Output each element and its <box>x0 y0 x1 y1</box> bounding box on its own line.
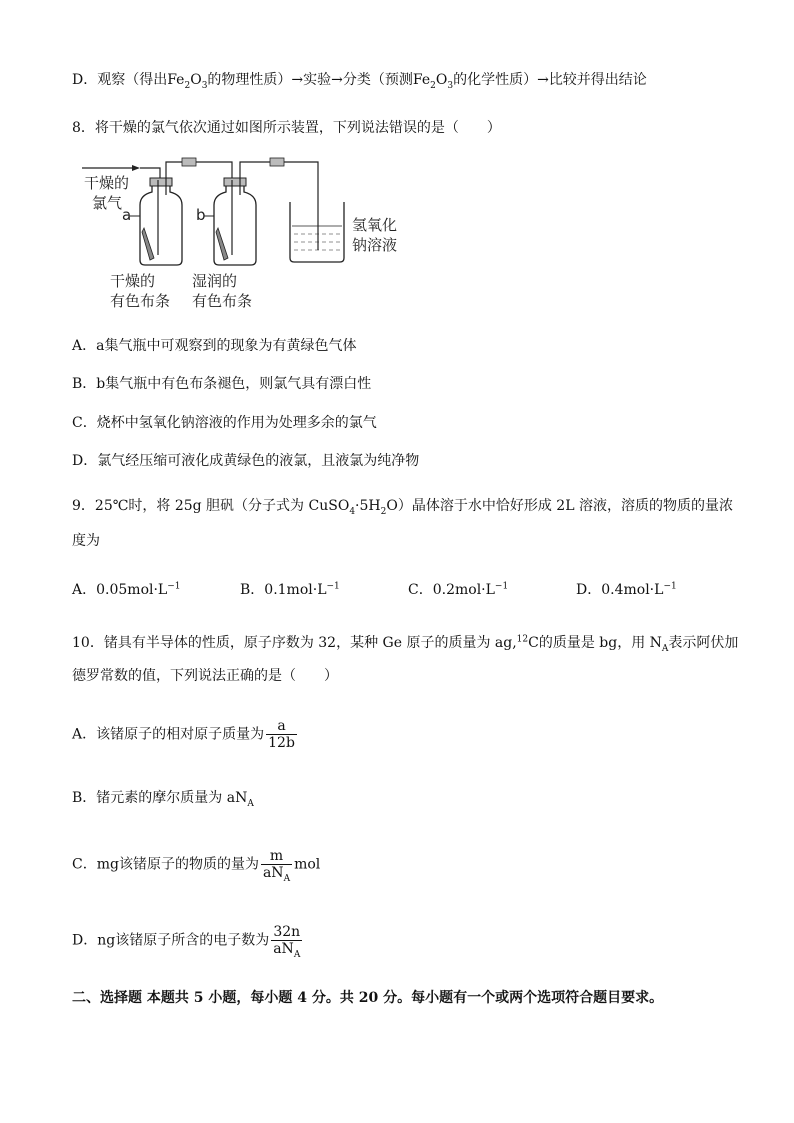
connector-1 <box>182 158 196 166</box>
fraction-32n-over-aNA: $\frac{32n}{aN_A}$ <box>273 924 301 960</box>
q7-option-d: D．观察（得出$Fe_2O_3$的物理性质）→实验→分类（预测$Fe_2O_3$的化学性质）→比较并得出结论 <box>72 72 647 91</box>
wet-cloth-strip <box>216 228 228 260</box>
label-dry-cloth-2: 有色布条 <box>110 292 171 310</box>
bottle-b <box>214 185 256 265</box>
q10-stem-line2: 德罗常数的值，下列说法正确的是（ ） <box>72 668 338 684</box>
label-a: a <box>122 206 132 224</box>
q10-option-a: A．该锗原子的相对原子质量为 $\frac{a}{12b}$ <box>72 718 295 751</box>
connector-2 <box>270 158 284 166</box>
q9-stem-line2: 度为 <box>72 533 100 549</box>
q10-option-b: B．锗元素的摩尔质量为 $aN_A$ <box>72 790 254 809</box>
q8-option-c: C．烧杯中氢氧化钠溶液的作用为处理多余的氯气 <box>72 415 377 431</box>
label-wet-cloth-2: 有色布条 <box>192 292 253 310</box>
q8-option-b: B．b集气瓶中有色布条褪色，则氯气具有漂白性 <box>72 376 372 392</box>
label-b: b <box>196 206 206 224</box>
dry-cloth-strip <box>142 228 154 260</box>
label-dry-gas-1: 干燥的 <box>84 174 130 192</box>
apparatus-diagram <box>72 150 432 315</box>
q10-stem-line1: 10．锗具有半导体的性质，原子序数为 32，某种 Ge 原子的质量为 ag,$^{12}$C的质量是 bg，用 $N_A$表示阿伏加 <box>72 634 739 654</box>
fraction-a-over-12b: $\frac{a}{12b}$ <box>268 718 295 751</box>
label-wet-cloth-1: 湿润的 <box>192 272 238 290</box>
tube-a-to-b <box>166 162 232 180</box>
label-naoh-2: 钠溶液 <box>352 236 398 254</box>
tube-b-to-beaker <box>240 162 318 250</box>
q8-option-a: A．a集气瓶中可观察到的现象为有黄绿色气体 <box>72 338 357 354</box>
q9-option-b: B．$0.1mol\cdot L^{-1}$ <box>240 581 340 598</box>
fraction-m-over-aNA: $\frac{m}{aN_A}$ <box>262 848 291 884</box>
q9-option-d: D．$0.4mol\cdot L^{-1}$ <box>576 581 677 598</box>
label-naoh-1: 氢氧化 <box>352 216 398 234</box>
q8-apparatus-figure <box>72 150 432 319</box>
q10-option-d: D．ng该锗原子所含的电子数为 $\frac{32n}{aN_A}$ <box>72 924 301 960</box>
label-dry-cloth-1: 干燥的 <box>110 272 156 290</box>
beaker <box>290 202 344 262</box>
section-2-heading: 二、选择题 本题共 5 小题，每小题 4 分。共 20 分。每小题有一个或两个选项符合题目要求。 <box>72 990 664 1006</box>
q10-option-c: C．mg该锗原子的物质的量为 $\frac{m}{aN_A}$ mol <box>72 848 321 884</box>
bottle-a <box>140 185 182 265</box>
q9-option-c: C．$0.2mol\cdot L^{-1}$ <box>408 581 509 598</box>
stopper-b <box>224 178 246 186</box>
inlet-arrowhead <box>132 165 140 171</box>
q9-stem-line1: 9．25℃时，将 25g 胆矾（分子式为 $CuSO_4\cdot 5H_2O$）晶体溶于水中恰好形成 2L 溶液，溶质的物质的量浓 <box>72 498 733 517</box>
q8-option-d: D．氯气经压缩可液化成黄绿色的液氯，且液氯为纯净物 <box>72 453 420 469</box>
stopper-a <box>150 178 172 186</box>
label-dry-gas-2: 氯气 <box>92 194 123 212</box>
q8-stem: 8．将干燥的氯气依次通过如图所示装置，下列说法错误的是（ ） <box>72 120 501 136</box>
q9-option-a: A．$0.05mol\cdot L^{-1}$ <box>72 581 181 598</box>
